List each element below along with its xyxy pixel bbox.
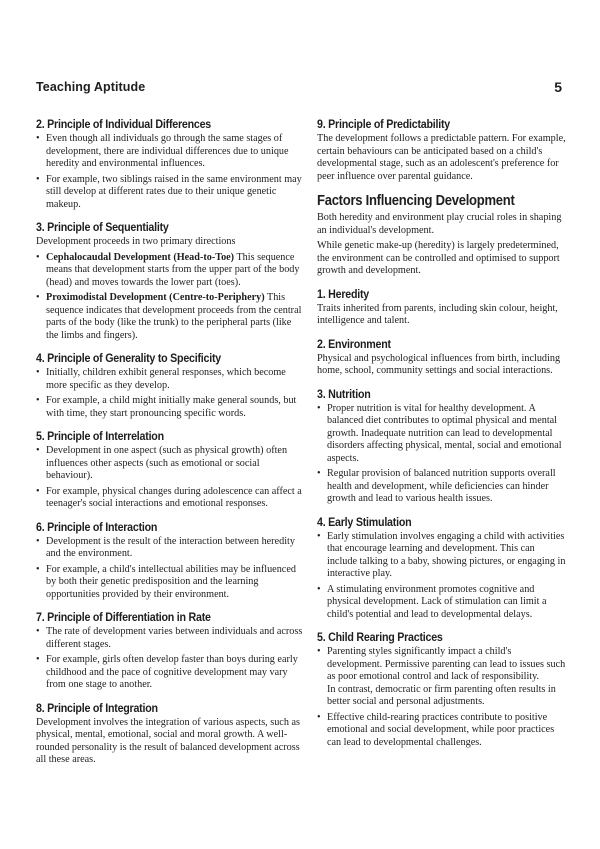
section-heading: 5. Child Rearing Practices: [317, 631, 443, 644]
section-paragraph: Physical and psychological influences from birth, including home, school, community settings and social interactions.: [317, 352, 561, 376]
section-heading: 8. Principle of Integration: [36, 701, 158, 715]
section-child-rearing: [317, 631, 566, 749]
bullet-item: [317, 646, 566, 709]
section-nutrition: [317, 388, 566, 506]
bullet-item: [36, 292, 304, 342]
bullet-item: • A stimulating environment promotes cognitive and physical development. Lack of stimulation can limit a child's potential and lead to developmental delays.: [317, 584, 566, 622]
bullet-item: • For example, a child might initially make general sounds, but with time, they start pronouncing specific words.: [36, 395, 304, 420]
section-paragraph: The development follows a predictable pattern. For example, certain behaviours can be anticipated based on a child's developmental stage, such as an adolescent's preference for peer influence over parental guidance.: [317, 133, 566, 182]
section-early-stimulation: [317, 516, 566, 622]
bullet-item: • The rate of development varies between individuals and across different stages.: [36, 626, 304, 651]
major-heading: Factors Influencing Development: [317, 193, 515, 209]
bullet-item: • Development is the result of the interaction between heredity and the environment.: [36, 536, 304, 561]
bullet-item: • Development in one aspect (such as physical growth) often influences other aspects (such as emotional or social behaviour).: [36, 445, 304, 483]
section-interrelation: [36, 430, 304, 511]
section-intro: Development proceeds in two primary directions: [36, 236, 236, 247]
bullet-text: Parenting styles significantly impact a child's development. Permissive parenting can lead to issues such as poor emotional control and lack of responsibility.: [327, 646, 566, 682]
book-title: Teaching Aptitude: [36, 80, 146, 94]
bullet-term: Proximodistal Development (Centre-to-Periphery): [46, 292, 265, 303]
section-generality-specificity: [36, 352, 304, 420]
section-factors: [317, 193, 566, 278]
section-heading: 1. Heredity: [317, 287, 370, 301]
bullet-term: Cephalocaudal Development (Head-to-Toe): [46, 251, 235, 263]
section-heading: 2. Principle of Individual Differences: [36, 118, 212, 131]
section-individual-differences: [36, 118, 304, 211]
section-paragraph: Traits inherited from parents, including skin colour, height, intelligence and talent.: [317, 302, 558, 326]
bullet-text: This sequence indicates that development proceeds from the central parts of the body (like the trunk) to the peripheral parts (like the limbs and fingers).: [46, 292, 302, 341]
bullet-item: • For example, a child's intellectual abilities may be influenced by both their genetic predisposition and the learning opportunities provided by their environment.: [36, 564, 304, 602]
section-predictability: [317, 118, 566, 183]
bullet-continuation: In contrast, democratic or firm parenting often results in better social and personal adjustments.: [327, 683, 556, 707]
page-number: 5: [554, 79, 562, 95]
section-paragraph: Development involves the integration of various aspects, such as physical, mental, emotional, social and moral growth. A well-rounded personality is the result of balanced development across all these areas.: [36, 716, 300, 765]
bullet-item: [36, 252, 304, 290]
bullet-item: • Even though all individuals go through the same stages of development, there are individual differences due to unique heredity and environmental influences.: [36, 133, 304, 171]
section-paragraph: Both heredity and environment play crucial roles in shaping an individual's development.: [317, 212, 562, 236]
section-heading: 4. Principle of Generality to Specificity: [36, 352, 221, 365]
section-heading: 4. Early Stimulation: [317, 515, 412, 529]
bullet-item: • For example, physical changes during adolescence can affect a teenager's social interactions and emotional responses.: [36, 486, 304, 511]
right-column: [317, 118, 566, 759]
section-heading: 3. Nutrition: [317, 387, 371, 401]
left-column: [36, 118, 304, 777]
section-heading: 5. Principle of Interrelation: [36, 430, 164, 443]
section-heading: 2. Environment: [317, 337, 391, 351]
bullet-item: • Proper nutrition is vital for healthy development. A balanced diet contributes to optimal physical and mental growth. Inadequate nutrition can lead to developmental disorders affecting physical, mental, social and emotional aspects.: [317, 403, 566, 466]
section-sequentiality: [36, 221, 304, 342]
section-integration: [36, 702, 304, 767]
bullet-item: • For example, girls often develop faster than boys during early childhood and the pace of cognitive development may vary from one stage to another.: [36, 654, 304, 692]
section-heading: 6. Principle of Interaction: [36, 520, 158, 534]
section-paragraph: While genetic make-up (heredity) is largely predetermined, the environment can be controlled and optimised to support growth and development.: [317, 240, 560, 276]
section-interaction: [36, 521, 304, 602]
section-heredity: [317, 288, 566, 328]
section-heading: 3. Principle of Sequentiality: [36, 221, 169, 234]
bullet-item: • Initially, children exhibit general responses, which become more specific as they develop.: [36, 367, 304, 392]
bullet-item: • For example, two siblings raised in the same environment may still develop at different rates due to their unique genetic makeup.: [36, 174, 304, 212]
running-header: [36, 80, 564, 98]
bullet-item: • Regular provision of balanced nutrition supports overall health and development, while deficiencies can hinder growth and lead to various health issues.: [317, 468, 566, 506]
bullet-text: This sequence means that development starts from the upper part of the body (head) and moves towards the lower part (toes).: [46, 251, 300, 288]
bullet-item: • Early stimulation involves engaging a child with activities that encourage learning and development. This can include talking to a baby, showing pictures, or engaging in interactive play.: [317, 531, 566, 581]
bullet-item: • Effective child-rearing practices contribute to positive emotional and social development, while poor practices can lead to developmental challenges.: [317, 712, 566, 750]
section-differentiation-rate: [36, 611, 304, 692]
section-heading: 7. Principle of Differentiation in Rate: [36, 611, 211, 624]
section-environment: [317, 338, 566, 378]
section-heading: 9. Principle of Predictability: [317, 118, 450, 131]
